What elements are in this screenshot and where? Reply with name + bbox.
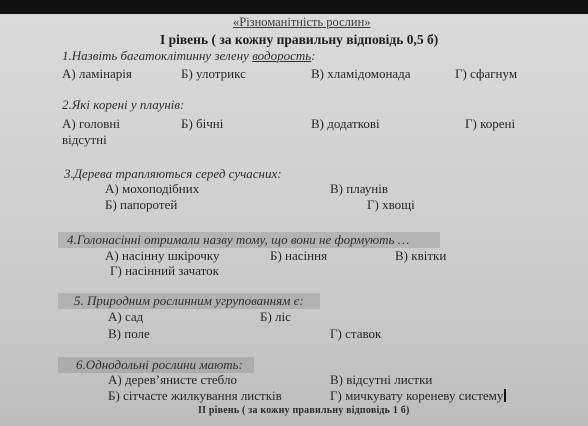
- document-title: «Різноманітність рослин»: [233, 15, 371, 29]
- q3-option-a: А) мохоподібних: [105, 181, 200, 196]
- q1-option-a: А) ламінарія: [62, 66, 132, 81]
- q5-option-d: Г) ставок: [330, 326, 382, 341]
- level-heading: І рівень ( за кожну правильну відповідь 0,5 б): [160, 32, 439, 47]
- worksheet-page: [0, 14, 588, 426]
- q2-option-b: Б) бічні: [181, 116, 224, 131]
- question-3: 3.Дерева трапляються серед сучасних:: [64, 166, 282, 181]
- level-2-heading: ІІ рівень ( за кожну правильну відповідь 1 б): [198, 405, 410, 416]
- question-5: 5. Природним рослинним угрупованням є:: [74, 293, 304, 308]
- q4-option-a: А) насінну шкірочку: [105, 248, 220, 263]
- q5-option-b: Б) ліс: [260, 309, 291, 324]
- question-1-colon: :: [311, 48, 316, 63]
- q4-option-d: Г) насінний зачаток: [110, 263, 219, 278]
- q6-option-b: Б) сітчасте жилкування листків: [108, 388, 282, 403]
- q4-option-c: В) квітки: [395, 248, 447, 263]
- q1-option-c: В) хламідомонада: [311, 66, 411, 81]
- q2-option-c: В) додаткові: [311, 116, 380, 131]
- question-2: 2.Які корені у плаунів:: [62, 97, 185, 112]
- q4-option-b: Б) насіння: [270, 248, 328, 263]
- q3-option-d: Г) хвощі: [367, 197, 415, 212]
- q3-option-c: В) плаунів: [330, 181, 389, 196]
- question-1: [62, 49, 316, 62]
- question-1-underlined-word: водорость: [252, 48, 312, 63]
- q6-option-a: А) дерев’янисте стебло: [108, 372, 237, 387]
- q2-option-d: Г) корені: [465, 116, 516, 131]
- text-cursor: [504, 389, 506, 402]
- q2-option-d-continuation: відсутні: [62, 132, 107, 147]
- q6-option-d-text: Г) мичкувату кореневу систему: [330, 388, 504, 403]
- q6-option-d: [330, 389, 506, 402]
- q1-option-d: Г) сфагнум: [455, 66, 518, 81]
- q5-option-c: В) поле: [108, 326, 150, 341]
- q5-option-a: А) сад: [108, 309, 144, 324]
- question-6: 6.Однодольні рослини мають:: [76, 357, 243, 372]
- q3-option-b: Б) папоротей: [105, 197, 178, 212]
- question-1-text: 1.Назвіть багатоклітинну зелену: [62, 48, 253, 63]
- q2-option-a: А) головні: [62, 116, 120, 131]
- question-4: 4.Голонасінні отримали назву тому, що вони не формують …: [67, 232, 410, 247]
- q1-option-b: Б) улотрикс: [181, 66, 246, 81]
- q6-option-c: В) відсутні листки: [330, 372, 433, 387]
